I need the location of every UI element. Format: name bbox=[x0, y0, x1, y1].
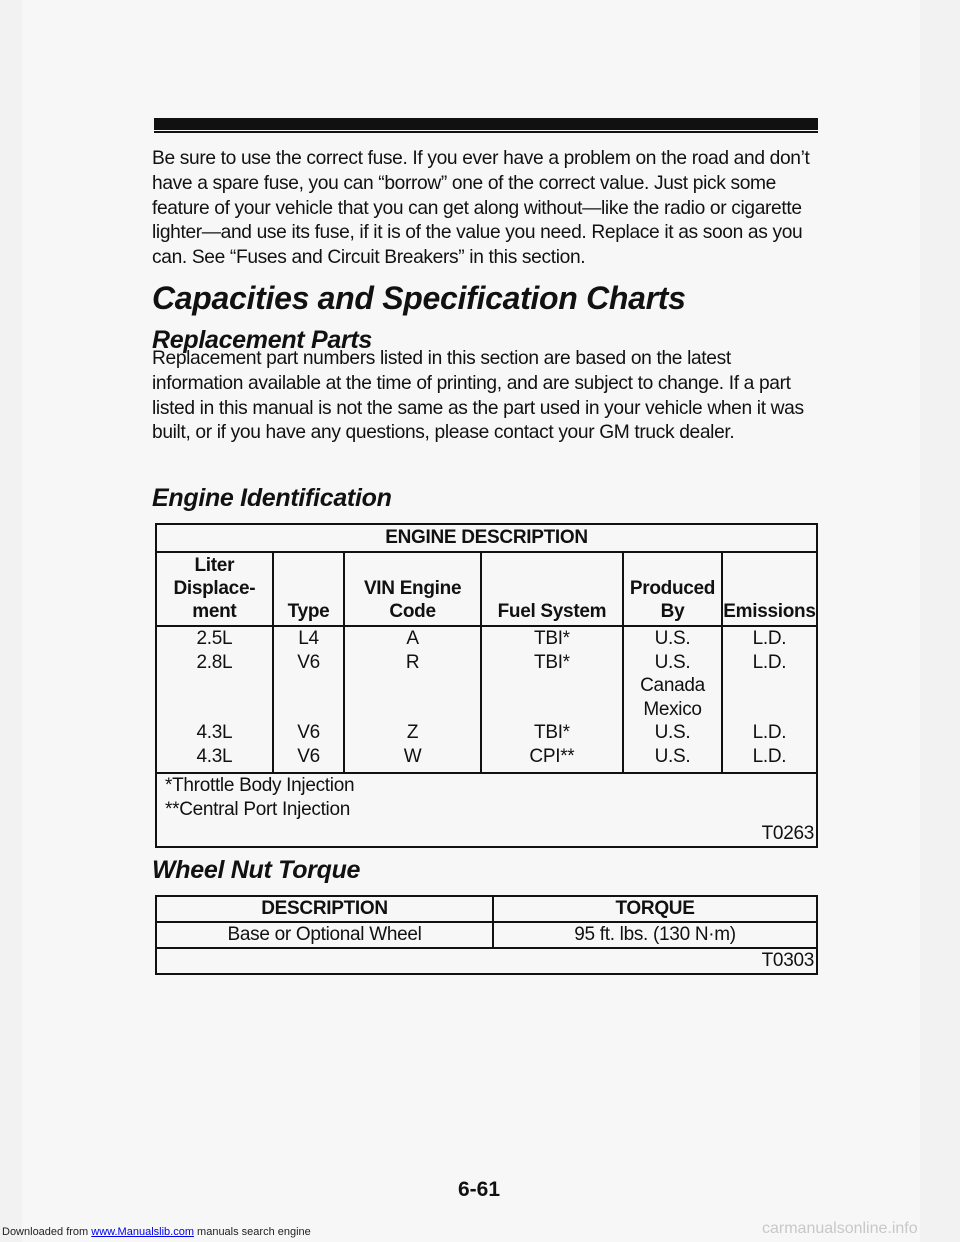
engine-identification-heading: Engine Identification bbox=[152, 484, 392, 512]
cell-produced: Canada bbox=[623, 674, 722, 698]
cell-liter: 4.3L bbox=[156, 721, 273, 745]
cell-type bbox=[273, 698, 345, 722]
col-description: DESCRIPTION bbox=[156, 896, 493, 922]
cell-type: V6 bbox=[273, 651, 345, 675]
replacement-parts-text: Replacement part numbers listed in this section are based on the latest information available at the time of printing, and are subject to change. If a part listed in this manual is not the same as the part used in your vehicle when it was built, or if you have any questions, please contact your GM truck dealer. bbox=[152, 348, 804, 444]
col-emissions: Emissions bbox=[722, 552, 817, 626]
cell-emissions: L.D. bbox=[722, 651, 817, 675]
wheel-nut-torque-heading: Wheel Nut Torque bbox=[152, 856, 361, 884]
cell-fuel bbox=[481, 698, 623, 722]
cell-type: V6 bbox=[273, 745, 345, 774]
col-type: Type bbox=[273, 552, 345, 626]
cell-emissions: L.D. bbox=[722, 626, 817, 651]
cell-liter: 4.3L bbox=[156, 745, 273, 774]
download-footer bbox=[2, 1226, 311, 1238]
top-rule-thin bbox=[154, 131, 818, 133]
cell-vin: A bbox=[344, 626, 480, 651]
footnote-tbi: *Throttle Body Injection bbox=[165, 775, 355, 796]
engine-description-table bbox=[155, 523, 818, 848]
cell-emissions: L.D. bbox=[722, 721, 817, 745]
cell-produced: Mexico bbox=[623, 698, 722, 722]
torque-table-code: T0303 bbox=[156, 948, 817, 974]
manualslib-link[interactable]: www.Manualslib.com bbox=[91, 1226, 194, 1238]
footnotes-cell bbox=[156, 773, 817, 847]
cell-emissions bbox=[722, 698, 817, 722]
cell-produced: U.S. bbox=[623, 651, 722, 675]
col-fuel: Fuel System bbox=[481, 552, 623, 626]
table-row bbox=[156, 698, 817, 722]
cell-type: L4 bbox=[273, 626, 345, 651]
table-row bbox=[156, 626, 817, 651]
cell-liter bbox=[156, 674, 273, 698]
top-rule bbox=[154, 118, 818, 130]
table-row bbox=[156, 745, 817, 774]
cell-type bbox=[273, 674, 345, 698]
col-liter: Liter Displace- ment bbox=[156, 552, 273, 626]
col-vin: VIN Engine Code bbox=[344, 552, 480, 626]
replacement-parts-heading: Replacement Parts bbox=[152, 326, 372, 354]
col-produced: Produced By bbox=[623, 552, 722, 626]
cell-vin bbox=[344, 674, 480, 698]
col-torque: TORQUE bbox=[493, 896, 817, 922]
torque-table-code-row bbox=[156, 948, 817, 974]
cell-type: V6 bbox=[273, 721, 345, 745]
cell-fuel: TBI* bbox=[481, 721, 623, 745]
engine-table-code: T0263 bbox=[761, 823, 814, 844]
cell-vin: R bbox=[344, 651, 480, 675]
cell-liter: 2.5L bbox=[156, 626, 273, 651]
engine-table-footnotes bbox=[156, 773, 817, 847]
cell-produced: U.S. bbox=[623, 721, 722, 745]
intro-paragraph: Be sure to use the correct fuse. If you ever have a problem on the road and don’t have a spare fuse, you can “borrow” one of the correct value. Just pick some feature of your vehicle that you can get along without—like the radio or cigarette lighter—and use its fuse, if it is of the value you need. Replace it as soon as you can. See “Fuses and Circuit Breakers” in this section. bbox=[152, 148, 810, 269]
cell-emissions: L.D. bbox=[722, 745, 817, 774]
table-row bbox=[156, 721, 817, 745]
cell-vin bbox=[344, 698, 480, 722]
table-row bbox=[156, 674, 817, 698]
page-number: 6-61 bbox=[458, 1178, 501, 1201]
cell-torque: 95 ft. lbs. (130 N·m) bbox=[493, 922, 817, 948]
table-row bbox=[156, 922, 817, 948]
cell-vin: Z bbox=[344, 721, 480, 745]
cell-liter: 2.8L bbox=[156, 651, 273, 675]
engine-table-caption: ENGINE DESCRIPTION bbox=[156, 524, 817, 552]
cell-vin: W bbox=[344, 745, 480, 774]
engine-table-header bbox=[156, 552, 817, 626]
cell-description: Base or Optional Wheel bbox=[156, 922, 493, 948]
cell-fuel bbox=[481, 674, 623, 698]
cell-fuel: TBI* bbox=[481, 626, 623, 651]
footer-suffix: manuals search engine bbox=[193, 1226, 311, 1238]
page-title: Capacities and Specification Charts bbox=[152, 280, 686, 316]
cell-fuel: CPI** bbox=[481, 745, 623, 774]
footer-prefix: Downloaded from bbox=[2, 1226, 92, 1238]
wheel-nut-torque-table bbox=[155, 895, 818, 975]
cell-fuel: TBI* bbox=[481, 651, 623, 675]
cell-produced: U.S. bbox=[623, 626, 722, 651]
footnote-cpi: **Central Port Injection bbox=[165, 799, 351, 820]
cell-liter bbox=[156, 698, 273, 722]
watermark: carmanualsonline.info bbox=[762, 1220, 918, 1237]
cell-emissions bbox=[722, 674, 817, 698]
cell-produced: U.S. bbox=[623, 745, 722, 774]
torque-table-header bbox=[156, 896, 817, 922]
table-row bbox=[156, 651, 817, 675]
